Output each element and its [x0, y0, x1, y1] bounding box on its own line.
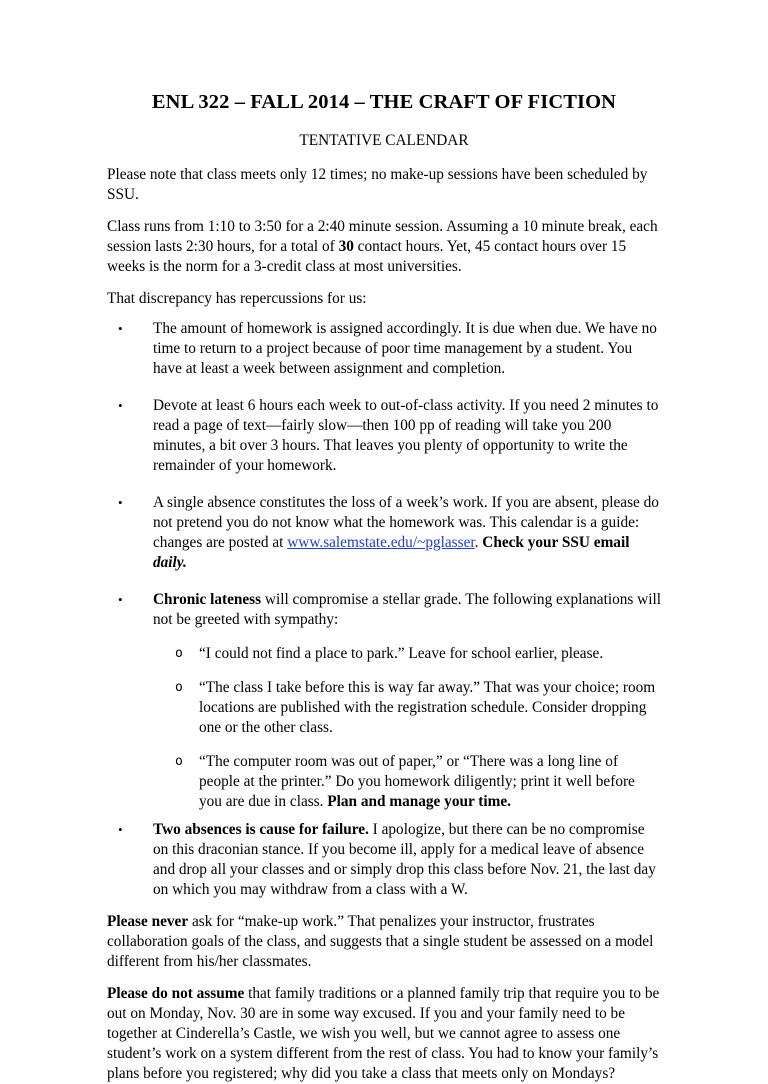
bullet-icon: •: [118, 321, 123, 336]
list-item: [107, 820, 661, 900]
list-item: [153, 644, 661, 664]
intro-paragraph-3: That discrepancy has repercussions for us:: [107, 290, 367, 307]
sub-bullet-icon: o: [175, 680, 183, 695]
list-item: [107, 396, 661, 476]
bullet-text-failure: I apologize, but there can be no compromise on this draconian stance. If you become ill, apply for a medical leave of absence and drop all your classes and or simply drop this class before Nov. 21, the last day on which you may withdraw from a class with a W.: [153, 821, 656, 898]
excuse-printer-bold: Plan and manage your time.: [327, 793, 512, 810]
bullet-icon: •: [118, 592, 123, 607]
closing-paragraph-family: [107, 984, 661, 1084]
bullet-text-daily: daily.: [153, 554, 187, 571]
sub-bullet-icon: o: [175, 754, 183, 769]
list-item: [107, 493, 661, 573]
excuse-printer: “The computer room was out of paper,” or “There was a long line of people at the printer.” Do you homework diligently; print it well before you are due in class.: [199, 753, 635, 810]
excuses-list: [153, 644, 661, 812]
excuse-parking: “I could not find a place to park.” Leave for school earlier, please.: [199, 645, 604, 662]
bullet-text-lateness-bold: Chronic lateness: [153, 591, 262, 608]
bullet-icon: •: [118, 822, 123, 837]
website-link[interactable]: www.salemstate.edu/~pglasser: [287, 534, 475, 551]
closing-makeup-bold: Please never: [107, 913, 189, 930]
list-item: [107, 590, 661, 812]
closing-family-bold: Please do not assume: [107, 985, 245, 1002]
repercussions-list: [107, 319, 661, 900]
intro-paragraph-2: [107, 217, 661, 277]
list-item: [107, 319, 661, 379]
intro-p2-text-b: contact hours. Yet, 45 contact hours over 15 weeks is the norm for a 3-credit class at most universities.: [107, 238, 627, 275]
bullet-text-failure-bold: Two absences is cause for failure.: [153, 821, 369, 838]
bullet-text-hours: Devote at least 6 hours each week to out-of-class activity. If you need 2 minutes to read a page of text—fairly slow—then 100 pp of reading will take you 200 minutes, a bit over 3 hours. That leaves you plenty of opportunity to write the remainder of your homework.: [153, 397, 659, 474]
bullet-text-check-email: Check your SSU email: [482, 534, 630, 551]
closing-makeup-text: ask for “make-up work.” That penalizes your instructor, frustrates collaboration goals of the class, and suggests that a single student be assessed on a model different from his/her classmates.: [107, 913, 654, 970]
closing-paragraph-makeup: [107, 912, 661, 972]
bullet-text-lateness: will compromise a stellar grade. The following explanations will not be greeted with sympathy:: [153, 591, 661, 628]
intro-paragraph-1: Please note that class meets only 12 times; no make-up sessions have been scheduled by SSU.: [107, 166, 648, 203]
bullet-text-homework: The amount of homework is assigned accordingly. It is due when due. We have no time to return to a project because of poor time management by a student. You have at least a week between assignment and completion.: [153, 320, 657, 377]
excuse-distance: “The class I take before this is way far away.” That was your choice; room locations are published with the registration schedule. Consider dropping one or the other class.: [199, 679, 656, 736]
intro-p2-text-a: Class runs from 1:10 to 3:50 for a 2:40 minute session. Assuming a 10 minute break, each session lasts 2:30 hours, for a total of: [107, 218, 658, 255]
list-item: [153, 678, 661, 738]
bullet-icon: •: [118, 398, 123, 413]
document-title: ENL 322 – FALL 2014 – THE CRAFT OF FICTION: [151, 91, 617, 113]
bullet-icon: •: [118, 495, 123, 510]
intro-p2-bold-hours: 30: [338, 238, 354, 255]
bullet-text-absence-a: A single absence constitutes the loss of a week’s work. If you are absent, please do not pretend you do not know what the homework was. This calendar is a guide: changes are posted at: [153, 494, 659, 551]
bullet-text-absence-b: .: [474, 534, 483, 551]
sub-bullet-icon: o: [175, 646, 183, 661]
document-subtitle: TENTATIVE CALENDAR: [299, 132, 469, 149]
closing-family-text: that family traditions or a planned family trip that require you to be out on Monday, Nov. 30 are in some way excused. If you and your family need to be together at Cinderella’s Castle, we wish you well, but we cannot agree to assess one student’s work on a system different from the rest of class. You had to know your family’s plans before you registered; why did you take a class that meets only on Mondays?: [107, 985, 660, 1082]
list-item: [153, 752, 661, 812]
